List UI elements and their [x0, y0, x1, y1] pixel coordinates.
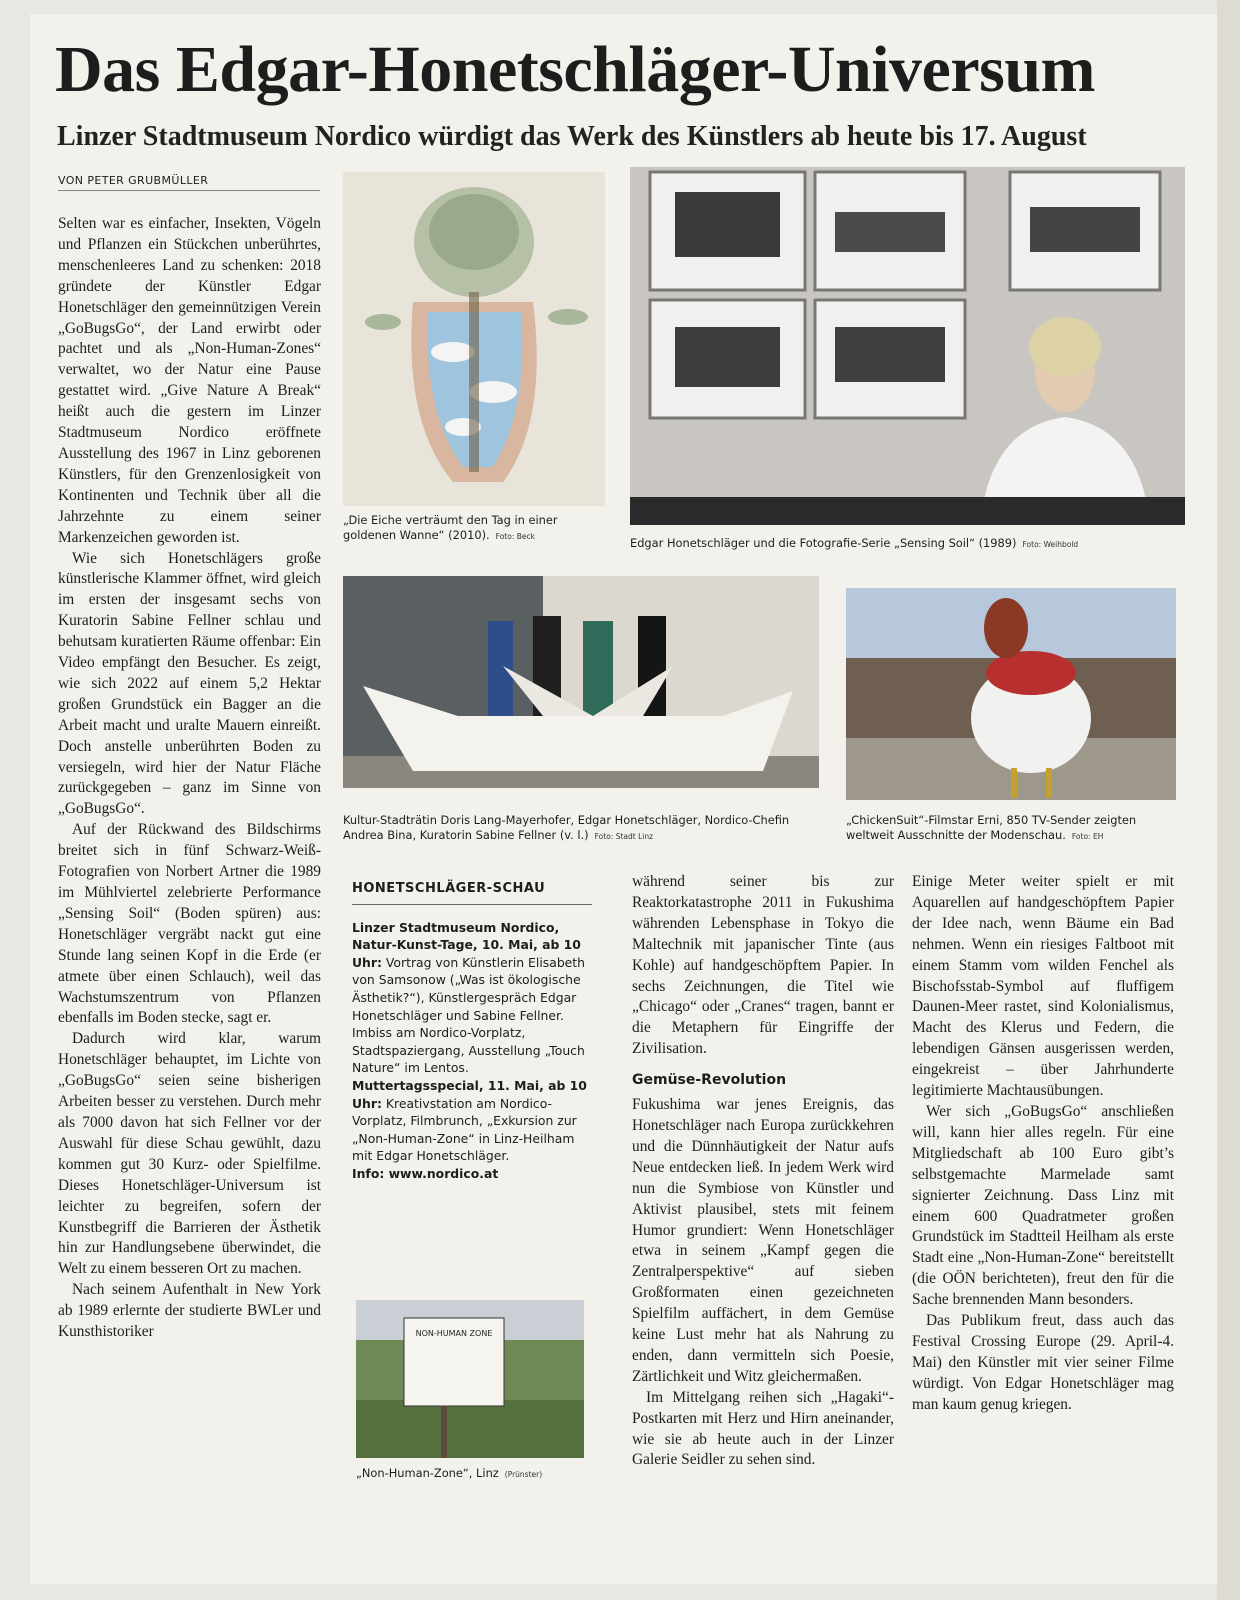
photo-zone-caption — [356, 1466, 596, 1482]
article-column-4 — [912, 872, 1174, 1416]
caption-text: Edgar Honetschläger und die Fotografie-Serie „Sensing Soil“ (1989) — [630, 536, 1017, 550]
photo-oak-painting — [343, 172, 605, 506]
event-text: Kreativstation am Nordico-Vorplatz, Filmbrunch, „Exkursion zur „Non-Human-Zone“ in Linz-Heilham mit Edgar Honetschläger. — [352, 1095, 577, 1164]
event-info-box — [352, 880, 592, 1183]
paragraph: Selten war es einfacher, Insekten, Vögeln und Pflanzen ein Stückchen unberührtes, menschenleeres Land zu schenken: 2018 gründete der Künstler Edgar Honetschläger den gemeinnützigen Verein „GoBugsGo“, der Land erwirbt oder pachtet und als „Non-Human-Zones“ verwaltet, wo der Natur eine Pause gestattet wird. „Give Nature A Break“ heißt auch die gestern im Linzer Stadtmuseum Nordico eröffnete Ausstellung des 1967 in Linz geborenen Künstlers, für den Grenzenlosigkeit von Kontinenten und Technik über all die Jahrzehnte zu einem seiner Markenzeichen geworden ist. — [58, 215, 321, 546]
photo-paper-boat — [343, 576, 819, 788]
paragraph: Im Mittelgang reihen sich „Hagaki“-Postkarten mit Herz und Hirn aneinander, wie sie ab heute auch in der Linzer Galerie Seidler zu sehen sind. — [632, 1388, 894, 1469]
photo-chicken-suit — [846, 588, 1176, 800]
photo-artist-gallery — [630, 167, 1185, 525]
info-box-title: HONETSCHLÄGER-SCHAU — [352, 880, 592, 905]
photo-oak-caption — [343, 513, 605, 544]
photo-non-human-zone — [356, 1300, 584, 1458]
byline: VON PETER GRUBMÜLLER — [58, 174, 320, 191]
paragraph: Wie sich Honetschlägers große künstlerische Klammer öffnet, wird gleich im ersten der insgesamt sechs von Kuratorin Sabine Fellner schlau und behutsam kuratierten Räume offenbar: Ein Video empfängt den Besucher. Es zeigt, wie sich 2022 auf einem 5,2 Hektar großen Grundstück ein Bagger an die Arbeit macht und uralte Mauern einreißt. Doch anstelle unberührten Boden zu versiegeln, wird hier der Natur Fläche zurückgegeben – ganz im Sinne von „GoBugsGo“. — [58, 549, 321, 818]
caption-text: „Non-Human-Zone“, Linz — [356, 1466, 499, 1480]
photo-credit: (Prünster) — [504, 1470, 543, 1479]
paragraph: Nach seinem Aufenthalt in New York ab 1989 erlernte der studierte BWLer und Kunsthistoriker — [58, 1281, 321, 1341]
photo-credit: Foto: Beck — [495, 532, 535, 541]
event-heading: Linzer Stadtmuseum Nordico, Natur-Kunst-Tage, 10. Mai, ab 10 Uhr: — [352, 919, 581, 970]
headline: Das Edgar-Honetschläger-Universum — [55, 33, 1096, 106]
photo-credit: Foto: EH — [1071, 832, 1104, 841]
paragraph: während seiner bis zur Reaktorkatastrophe 2011 in Fukushima währenden Lebensphase in Tokyo die Maltechnik mit japanischer Tinte (aus Kohle) auf handgeschöpftem Papier. In sechs Zeichnungen, die Titel wie „Chicago“ oder „Cranes“ tragen, bannt er die Metaphern für Eingriffe der Zivilisation. — [632, 873, 894, 1058]
caption-text: „Die Eiche verträumt den Tag in einer goldenen Wanne“ (2010). — [343, 513, 558, 542]
photo-chicken-caption — [846, 813, 1182, 844]
photo-boat-caption — [343, 813, 833, 844]
paragraph: Wer sich „GoBugsGo“ anschließen will, kann hier alles regeln. Für eine Mitgliedschaft ab 100 Euro gibt’s selbstgemachte Marmelade samt signierter Zeichnung. Dass Linz mit einem 600 Quadratmeter großen Grundstück im Stadtteil Heilham als erste Stadt eine „Non-Human-Zone“ bereitstellt (die OÖN berichteten), freut den für die Sache brennenden Mann besonders. — [912, 1102, 1174, 1309]
paragraph: Dadurch wird klar, warum Honetschläger behauptet, im Lichte von „GoBugsGo“ seien seine bisherigen Arbeiten besser zu verstehen. Durch mehr als 7000 davon hat sich Fellner vor der Auswahl für diese Schau gewühlt, dazu kommen gut 30 Kurz- oder Spielfilme. Dieses Honetschläger-Universum ist leichter zu begreifen, sofern der Kunstbegriff die Barrieren der Ästhetik hin zur Handlungsebene überwindet, die Welt zu einem besseren Ort zu machen. — [58, 1030, 321, 1278]
paragraph: Fukushima war jenes Ereignis, das Honetschläger nach Europa zurückkehren und die Dünnhäutigkeit der Natur aufs Neue entdecken ließ. In jedem Werk wird nun die Symbiose von Künstler und Aktivist plausibel, stets mit feinem Humor grundiert: Wenn Honetschläger etwa in seinem „Kampf gegen die Zentralperspektive“ auf sieben Großformaten einen gezeichneten Spielfilm auffächert, in dem Gemüse keine Lust mehr hat als Nahrung zu enden, dann vermitteln sich Poesie, Zärtlichkeit und Witz gleichermaßen. — [632, 1096, 894, 1385]
paragraph: Einige Meter weiter spielt er mit Aquarellen auf handgeschöpftem Papier der Idee nach, wenn Bäume ein Bad nehmen. Wenn ein riesiges Faltboot mit einem Stamm vom wilden Fenchel als Bischofsstab-Symbol auf fluffigem Daunen-Meer rastet, sind Kolonialismus, Macht des Klerus und Federn, die lebendigen Gänsen ausgerissen werden, eingekreist – über Jahrhunderte legitimierte Machtausübungen. — [912, 873, 1174, 1100]
article-column-3 — [632, 872, 894, 1471]
subheadline: Linzer Stadtmuseum Nordico würdigt das Werk des Künstlers ab heute bis 17. August — [57, 121, 1087, 152]
caption-text: „ChickenSuit“-Filmstar Erni, 850 TV-Sender zeigten weltweit Ausschnitte der Modenschau. — [846, 813, 1137, 842]
paragraph: Das Publikum freut, dass auch das Festival Crossing Europe (29. April-4. Mai) den Künstler mit vier seiner Filme würdigt. Von Edgar Honetschläger mag man kaum genug kriegen. — [912, 1312, 1174, 1413]
event-heading: Muttertagsspecial, 11. Mai, ab 10 Uhr: — [352, 1077, 587, 1111]
caption-text: Kultur-Stadträtin Doris Lang-Mayerhofer, Edgar Honetschläger, Nordico-Chefin Andrea Bina, Kuratorin Sabine Fellner (v. l.) — [343, 813, 790, 842]
photo-credit: Foto: Stadt Linz — [594, 832, 654, 841]
event-text: Vortrag von Künstlerin Elisabeth von Samsonow („Was ist ökologische Ästhetik?“), Künstlergespräch Edgar Honetschläger und Sabine Fellner. Imbiss am Nordico-Vorplatz, Stadtspaziergang, Ausstellung „Touch Nature“ im Lentos. — [352, 954, 586, 1076]
section-subheading: Gemüse-Revolution — [632, 1072, 787, 1089]
info-box-body — [352, 919, 592, 1183]
sign-text: NON-HUMAN ZONE — [415, 1329, 493, 1338]
photo-credit: Foto: Weihbold — [1022, 540, 1079, 549]
info-link: Info: www.nordico.at — [352, 1165, 499, 1181]
page-edge — [1217, 0, 1240, 1600]
paragraph: Auf der Rückwand des Bildschirms breitet sich in fünf Schwarz-Weiß-Fotografien von Norbert Artner die 1989 im Mühlviertel zelebrierte Performance „Sensing Soil“ (Boden spüren) aus: Honetschläger vergräbt nackt gut eine Stunde lang seinen Kopf in die Erde (er atmete über einen Schlauch), weil das Wachstumszentrum von Pflanzen ebenfalls im Boden stecke, sagt er. — [58, 821, 321, 1027]
article-column-1 — [58, 214, 321, 1343]
photo-artist-caption — [630, 536, 1185, 552]
